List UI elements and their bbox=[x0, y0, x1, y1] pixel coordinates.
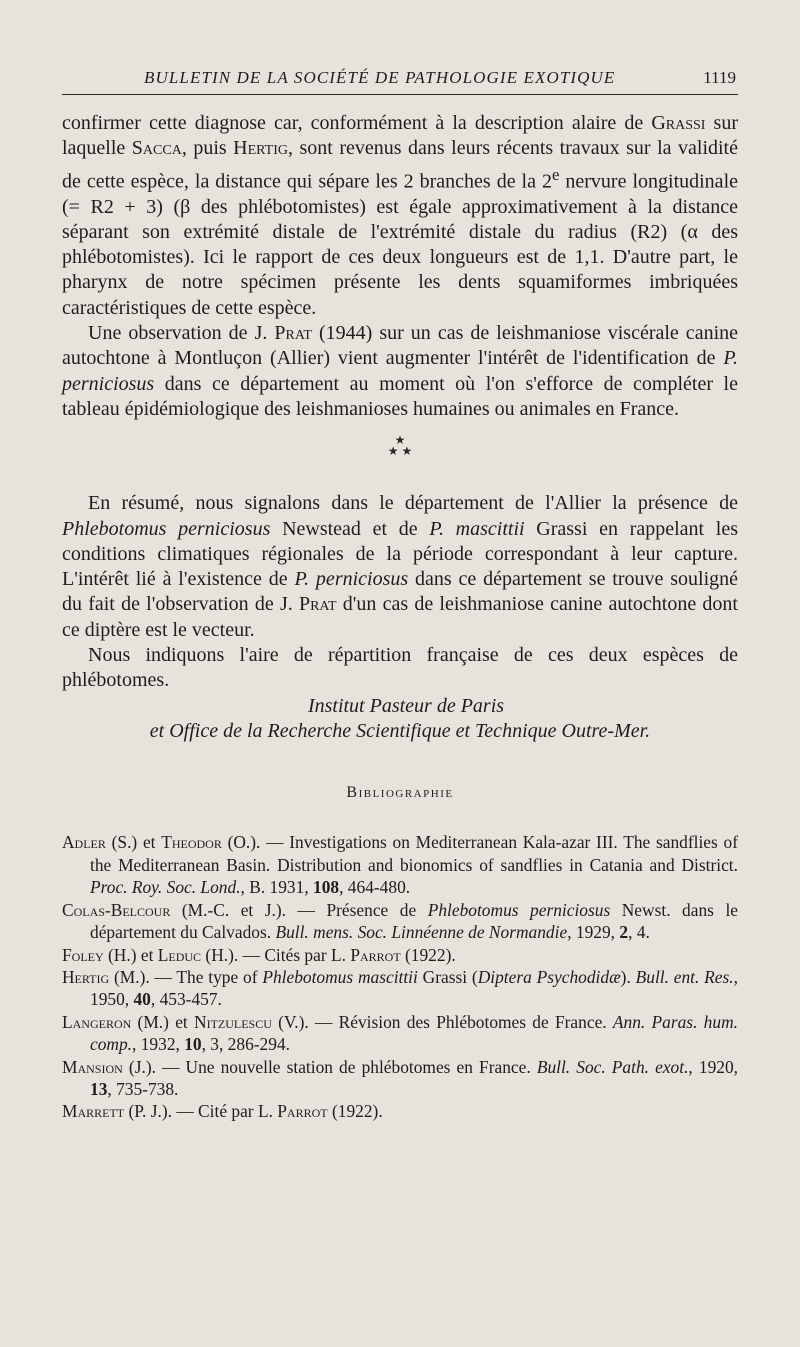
author-name: Mansion bbox=[62, 1056, 123, 1077]
text-run: , 1932, bbox=[132, 1034, 185, 1055]
bibliography-entry bbox=[62, 1100, 738, 1122]
author-name: Hertig bbox=[62, 966, 110, 987]
text-run: , 4. bbox=[628, 922, 650, 943]
text-run: , 1950, bbox=[90, 966, 738, 1010]
paragraph-2 bbox=[62, 321, 738, 422]
bibliography-list bbox=[62, 831, 738, 1122]
taxon-name: Diptera Psychodidæ bbox=[477, 966, 621, 987]
journal-title: Bull. mens. Soc. Linnéenne de Normandie bbox=[275, 922, 568, 943]
text-run: Grassi ( bbox=[417, 966, 478, 987]
volume: 13 bbox=[90, 1078, 108, 1099]
text-run: confirmer cette diagnose car, conformément à la description alaire de bbox=[62, 112, 652, 134]
text-run: (1922). bbox=[400, 944, 456, 965]
text-run: (H.) et bbox=[103, 944, 158, 965]
superscript: e bbox=[552, 164, 560, 184]
bibliography-entry bbox=[62, 944, 738, 966]
volume: 2 bbox=[619, 922, 629, 943]
bibliography-entry bbox=[62, 1011, 738, 1056]
volume: 40 bbox=[133, 989, 151, 1010]
asterism bbox=[62, 435, 738, 457]
text-run: (1922). bbox=[327, 1101, 383, 1122]
asterism-bottom: ★ ★ bbox=[387, 444, 413, 459]
text-run: , 453-457. bbox=[150, 989, 222, 1010]
text-run: dans ce département se trouve souligné du fait de l'observation de J. bbox=[62, 568, 739, 616]
author-name: Colas-Belcour bbox=[62, 899, 171, 920]
text-run: (M.-C. et J.). — Présence de bbox=[170, 899, 428, 920]
paragraph-4: Nous indiquons l'aire de répartition française de ces deux espèces de phlébotomes. bbox=[62, 644, 738, 692]
text-run: d'un cas de leishmaniose canine autochtone dont ce diptère est le vecteur. bbox=[62, 593, 738, 641]
text-run: , puis bbox=[181, 137, 234, 160]
author-name: Prat bbox=[274, 322, 312, 345]
journal-title: Bull. Soc. Path. exot. bbox=[536, 1056, 689, 1077]
text-run: (S.) et bbox=[105, 832, 162, 853]
text-run: , 464-480. bbox=[339, 877, 411, 898]
text-run: (M.) et bbox=[131, 1011, 195, 1032]
asterism-top: ★ bbox=[394, 433, 406, 448]
species-name: P. mascittii bbox=[429, 517, 525, 540]
author-name: Marrett bbox=[62, 1101, 125, 1122]
author-name: Theodor bbox=[161, 832, 222, 853]
running-header bbox=[62, 64, 738, 95]
species-name: P. perniciosus bbox=[294, 568, 409, 591]
author-name: Grassi bbox=[651, 112, 706, 134]
text-run: Une observation de J. bbox=[88, 322, 275, 345]
signature-line-1: Institut Pasteur de Paris bbox=[307, 694, 505, 717]
bibliography-entry bbox=[62, 899, 738, 944]
text-run: Newstead et de bbox=[270, 517, 430, 540]
species-name: Phlebotomus mascittii bbox=[262, 966, 418, 987]
text-run: sur laquelle bbox=[62, 112, 738, 160]
bibliography-title: Bibliographie bbox=[346, 784, 454, 802]
volume: 108 bbox=[313, 877, 340, 898]
bibliography-entry bbox=[62, 966, 738, 1011]
text-run: En résumé, nous signalons dans le département de l'Allier la présence de bbox=[88, 492, 738, 515]
journal-title: Bull. ent. Res. bbox=[635, 966, 734, 987]
text-run: (J.). — Une nouvelle station de phlébotomes en France. bbox=[122, 1056, 537, 1077]
author-name: Foley bbox=[62, 944, 104, 965]
running-title: BULLETIN DE LA SOCIÉTÉ DE PATHOLOGIE EXOTIQUE bbox=[144, 68, 616, 87]
author-name: Parrot bbox=[277, 1101, 328, 1122]
text-run: , sont revenus dans leurs récents travaux sur la validité de cette espèce, la distance qui sépare les 2 branches de la 2 bbox=[62, 137, 738, 193]
author-name: Nitzulescu bbox=[194, 1011, 272, 1032]
text-run: (H.). — Cités par L. bbox=[201, 944, 351, 965]
paragraph-1 bbox=[62, 111, 738, 321]
paragraph-summary bbox=[62, 491, 738, 643]
page-number: 1119 bbox=[703, 68, 736, 87]
author-name: Parrot bbox=[350, 944, 401, 965]
species-name: Phlebotomus perniciosus bbox=[62, 517, 271, 540]
text-run: Grassi en rappelant les conditions climatiques régionales de la période correspondant à leur capture. L'intérêt lié à l'existence de bbox=[62, 517, 738, 591]
text-run: ). bbox=[620, 966, 636, 987]
journal-title: Ann. Paras. hum. comp. bbox=[90, 1011, 738, 1055]
text-run: , 735-738. bbox=[107, 1078, 179, 1099]
author-name: Leduc bbox=[157, 944, 202, 965]
author-name: Prat bbox=[298, 593, 337, 616]
text-run: , 3, 286-294. bbox=[201, 1034, 290, 1055]
text-run: (1944) sur un cas de leishmaniose viscérale canine autochtone à Montluçon (Allier) vient augmenter l'intérêt de l'identification de bbox=[62, 322, 738, 370]
author-name: Adler bbox=[62, 832, 106, 853]
text-run: , 1920, bbox=[688, 1056, 738, 1077]
author-name: Langeron bbox=[62, 1011, 132, 1032]
author-name: Hertig bbox=[233, 137, 288, 160]
text-run: , B. 1931, bbox=[240, 877, 314, 898]
body-text bbox=[62, 111, 738, 1123]
text-run: (M.). — The type of bbox=[109, 966, 263, 987]
text-run: nervure longitudinale (= R2 + 3) (β des phlébotomistes) est égale approximativement à la distance séparant son extrémité distale de l'extrémité distale du radius (R2) (α des phlébotomistes). Ici le rapport de ces deux longueurs est de 1,1. D'autre part, le pharynx de notre spécimen présente les dents squamiformes imbriquées caractéristiques de cette espèce. bbox=[62, 170, 738, 319]
text-run: Newst. dans le département du Calvados. bbox=[90, 899, 739, 943]
text-run: , 1929, bbox=[567, 922, 620, 943]
text-run: (P. J.). — Cité par L. bbox=[124, 1101, 278, 1122]
bibliography-entry bbox=[62, 831, 738, 898]
bibliography-entry bbox=[62, 1056, 738, 1101]
journal-title: Proc. Roy. Soc. Lond. bbox=[90, 877, 241, 898]
species-name: P. perniciosus bbox=[62, 347, 738, 395]
text-run: (O.). — Investigations on Mediterranean Kala-azar III. The sandflies of the Mediterranean Basin. Distribution and bionomics of sandflies in Catania and District. bbox=[90, 832, 738, 875]
text-run: (V.). — Révision des Phlébotomes de France. bbox=[271, 1011, 613, 1032]
species-name: Phlebotomus perniciosus bbox=[427, 899, 611, 920]
text-run: dans ce département au moment où l'on s'efforce de compléter le tableau épidémiologique des leishmanioses humaines ou animales en France. bbox=[62, 372, 738, 420]
author-name: Sacca bbox=[131, 137, 182, 160]
signature-line-2: et Office de la Recherche Scientifique et Technique Outre-Mer. bbox=[149, 719, 651, 742]
volume: 10 bbox=[184, 1034, 202, 1055]
